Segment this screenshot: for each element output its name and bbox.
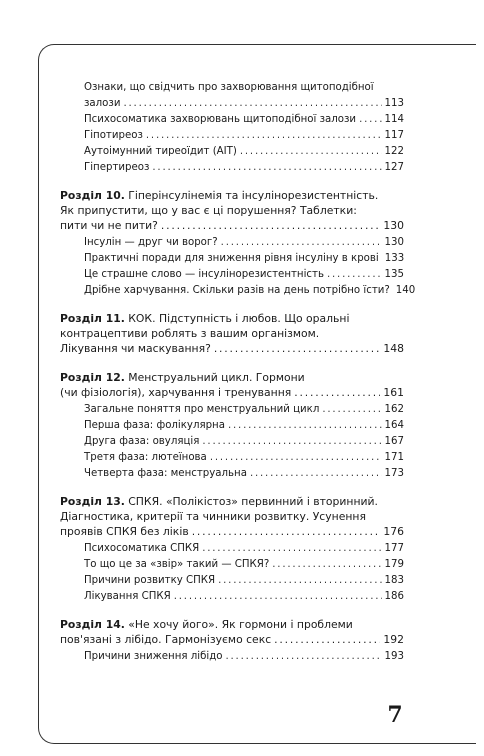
- toc-entry-label: Психосоматика захворювань щитоподібної залози: [84, 114, 357, 125]
- toc-entry: [60, 571, 404, 587]
- leader-dots: [174, 591, 382, 603]
- chapter-title-row: [60, 341, 404, 356]
- toc-entry: [60, 158, 404, 174]
- chapter-13: [60, 494, 404, 603]
- chapter-12: [60, 370, 404, 480]
- toc-entry: [60, 448, 404, 464]
- toc-page-number: 127: [384, 162, 404, 173]
- chapter-heading: [60, 494, 404, 509]
- leader-dots: [225, 651, 381, 663]
- leader-dots: [218, 575, 381, 587]
- chapter-title-line: пити чи не пити?: [60, 219, 158, 232]
- leader-dots: [274, 632, 380, 647]
- chapter-heading: [60, 311, 404, 326]
- chapter-title-line: Як припустити, що у вас є ці порушення? Таблетки:: [60, 204, 357, 217]
- toc-entry: [60, 400, 404, 416]
- toc-entry-label: Практичні поради для зниження рівня інсуліну в крові: [84, 253, 379, 264]
- leader-dots: [161, 218, 381, 233]
- chapter-title-line: Діагностика, критерії та чинники розвитку. Усунення: [60, 510, 366, 523]
- toc-entry-label: Четверта фаза: менструальна: [84, 468, 247, 479]
- leader-dots: [240, 146, 382, 158]
- toc-entry: [60, 539, 404, 555]
- toc-entry-label: Третя фаза: лютеїнова: [84, 452, 207, 463]
- leader-dots: [294, 385, 380, 400]
- chapter-title-row: [60, 632, 404, 647]
- leader-dots: [228, 420, 382, 432]
- toc-page-number: 130: [384, 237, 404, 248]
- toc-page-number: 173: [384, 468, 404, 479]
- toc-entry-label: Друга фаза: овуляція: [84, 436, 200, 447]
- chapter-prefix: Розділ 14.: [60, 618, 125, 631]
- toc-entry-label: Інсулін — друг чи ворог?: [84, 237, 218, 248]
- chapter-title-line: пов'язані з лібідо. Гармонізуємо секс: [60, 633, 272, 646]
- toc-entry-label: Перша фаза: фолікулярна: [84, 420, 225, 431]
- toc-entry: [60, 281, 416, 297]
- toc-page-number: 113: [384, 98, 404, 109]
- toc-page-number: 133: [384, 253, 405, 264]
- toc-page-number: 179: [384, 559, 404, 570]
- chapter-title-line: контрацептиви роблять з вашим організмом.: [60, 327, 320, 340]
- toc-entry-label: Дрібне харчування. Скільки разів на день потрібно їсти?: [84, 285, 390, 296]
- leader-dots: [272, 559, 381, 571]
- toc-entry-label: Гіпертиреоз: [84, 162, 150, 173]
- chapter-title-row: [60, 524, 404, 539]
- toc-page-number: 192: [383, 633, 404, 646]
- toc-page-number: 167: [384, 436, 404, 447]
- toc-entry: [60, 555, 404, 571]
- toc-entry-label: То що це за «звір» такий — СПКЯ?: [84, 559, 270, 570]
- chapter-heading: [60, 617, 404, 632]
- table-of-contents: [60, 78, 416, 663]
- toc-entry: [60, 110, 404, 126]
- toc-page-number: 114: [384, 114, 404, 125]
- leader-dots: [210, 452, 382, 464]
- chapter-prefix: Розділ 11.: [60, 312, 125, 325]
- chapter-title-line: «Не хочу його». Як гормони і проблеми: [124, 618, 353, 631]
- toc-entry: [60, 265, 404, 281]
- toc-entry-label: Загальне поняття про менструальний цикл: [84, 404, 320, 415]
- chapter-title-line: Лікування чи маскування?: [60, 342, 211, 355]
- toc-entry-label: Причини зниження лібідо: [84, 651, 223, 662]
- chapter-prefix: Розділ 10.: [60, 189, 125, 202]
- chapter-heading: [60, 370, 404, 385]
- chapter-title-row: [60, 218, 404, 233]
- toc-page-number: 183: [384, 575, 404, 586]
- toc-page-number: 122: [384, 146, 404, 157]
- leader-dots: [327, 269, 382, 281]
- toc-page-number: 193: [384, 651, 404, 662]
- chapter-title-line: Гіперінсулінемія та інсулінорезистентність.: [124, 189, 379, 202]
- chapter-14: [60, 617, 404, 663]
- toc-page-number: 162: [384, 404, 404, 415]
- toc-page-number: 171: [384, 452, 404, 463]
- toc-entry: [60, 233, 404, 249]
- toc-entry: [60, 432, 404, 448]
- toc-page-number: 130: [383, 219, 404, 232]
- toc-entry: [60, 464, 404, 480]
- toc-page-number: 186: [384, 591, 404, 602]
- toc-page-number: 140: [395, 285, 416, 296]
- toc-page-number: 164: [384, 420, 404, 431]
- chapter-title-line: (чи фізіологія), харчування і тренування: [60, 386, 292, 399]
- toc-entry: [60, 587, 404, 603]
- leader-dots: [146, 130, 382, 142]
- toc-entry-label: залози: [84, 98, 121, 109]
- toc-page-number: 176: [383, 525, 404, 538]
- toc-entry: [60, 94, 404, 110]
- chapter-title-line: Менструальний цикл. Гормони: [124, 371, 305, 384]
- toc-page-number: 117: [384, 130, 404, 141]
- toc-entry: [60, 142, 404, 158]
- toc-entry-label: Лікування СПКЯ: [84, 591, 171, 602]
- toc-entry-label: Психосоматика СПКЯ: [84, 543, 200, 554]
- chapter-11: [60, 311, 404, 356]
- leader-dots: [322, 404, 381, 416]
- chapter-prefix: Розділ 13.: [60, 495, 125, 508]
- toc-entry: [60, 416, 404, 432]
- chapter-title-line: КОК. Підступність і любов. Що оральні: [124, 312, 350, 325]
- page-number: 7: [380, 699, 410, 733]
- toc-page-number: 135: [384, 269, 404, 280]
- chapter-title-row: [60, 385, 404, 400]
- leader-dots: [123, 98, 381, 110]
- toc-page-number: 148: [383, 342, 404, 355]
- toc-entry-label: Це страшне слово — інсулінорезистентність: [84, 269, 324, 280]
- intro-entries: [60, 78, 404, 174]
- toc-entry: [60, 647, 404, 663]
- toc-entry-label: Аутоімунний тиреоїдит (АІТ): [84, 146, 237, 157]
- toc-page-number: 177: [384, 543, 404, 554]
- chapter-heading: [60, 188, 404, 203]
- chapter-title-line: СПКЯ. «Полікістоз» первинний і вторинний.: [124, 495, 378, 508]
- leader-dots: [152, 162, 381, 174]
- leader-dots: [221, 237, 382, 249]
- chapter-10: [60, 188, 416, 297]
- leader-dots: [214, 341, 381, 356]
- toc-entry: [60, 249, 404, 265]
- leader-dots: [250, 468, 382, 480]
- toc-entry-line: Ознаки, що свідчить про захворювання щитоподібної: [84, 82, 374, 93]
- toc-entry-label: Причини розвитку СПКЯ: [84, 575, 216, 586]
- chapter-prefix: Розділ 12.: [60, 371, 125, 384]
- leader-dots: [202, 436, 381, 448]
- toc-entry-label: Гіпотиреоз: [84, 130, 143, 141]
- leader-dots: [359, 114, 381, 126]
- chapter-title-line: проявів СПКЯ без ліків: [60, 525, 189, 538]
- toc-page-number: 161: [383, 386, 404, 399]
- leader-dots: [202, 543, 381, 555]
- toc-entry: [60, 126, 404, 142]
- leader-dots: [192, 524, 381, 539]
